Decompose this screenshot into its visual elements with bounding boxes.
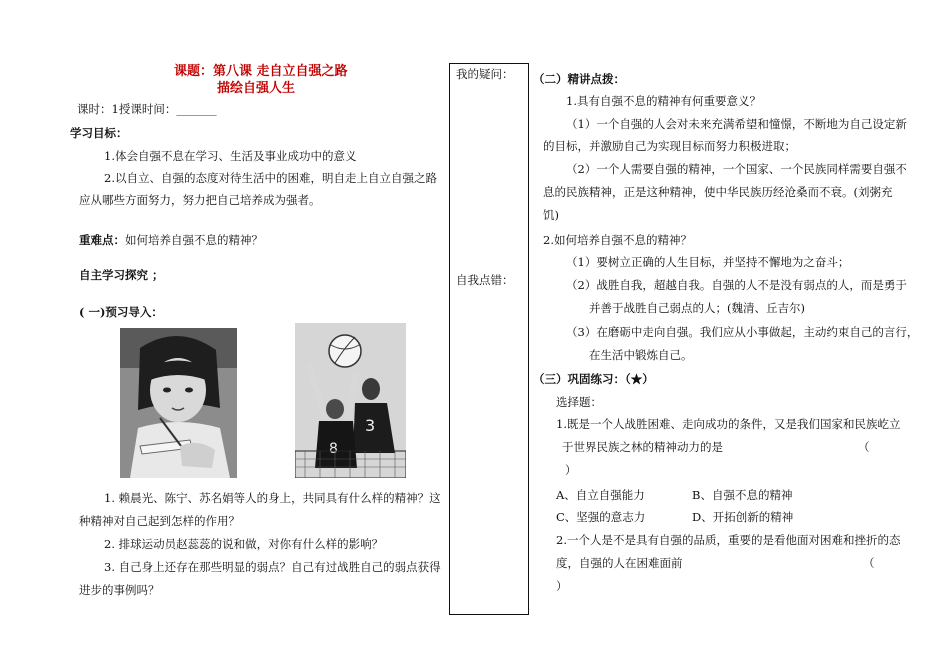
- point-2-3-line2: 在生活中锻炼自己。: [589, 348, 693, 362]
- point-2-3-line1: （3）在磨砺中走向自强。我们应从小事做起，主动约束自己的言行，: [566, 325, 919, 339]
- point-2-2-line1: （2）战胜自我，超越自我。自强的人不是没有弱点的人，而是勇于: [566, 278, 907, 292]
- exercise-2-paren-open: （: [863, 556, 875, 570]
- goal-1: 1.体会自强不息在学习、生活及事业成功中的意义: [104, 149, 357, 163]
- student-photo-image: [120, 328, 237, 478]
- exercise-2-line1: 2.一个人是不是具有自强的品质，重要的是看他面对困难和挫折的态: [556, 533, 901, 547]
- question-3-line2: 进步的事例吗？: [79, 583, 160, 597]
- notes-column: [449, 63, 529, 615]
- self-study-heading: 自主学习探究 ；: [79, 268, 164, 282]
- option-d: D、开拓创新的精神: [692, 510, 794, 524]
- student-photo: [120, 328, 237, 478]
- goal-2-line2: 应从哪些方面努力，努力把自己培养成为强者。: [79, 193, 321, 207]
- point-1-1-line2: 的目标，并激励自己为实现目标而努力积极进取；: [543, 139, 796, 153]
- point-1-1-line1: （1）一个自强的人会对未来充满希望和憧憬，不断地为自己设定新: [566, 117, 907, 131]
- point-2-1: （1）要树立正确的人生目标，并坚持不懈地为之奋斗；: [566, 255, 850, 269]
- point-1-2-line1: （2）一个人需要自强的精神，一个国家、一个民族同样需要自强不: [566, 162, 907, 176]
- question-1-line1: 1. 赖晨光、陈宁、苏名娟等人的身上，共同具有什么样的精神？这: [104, 491, 441, 505]
- question-1-line2: 种精神对自己起到怎样的作用？: [79, 514, 240, 528]
- svg-text:8: 8: [329, 441, 338, 457]
- key-points: [79, 232, 263, 248]
- point-1: 1.具有自强不息的精神有何重要意义？: [566, 94, 761, 108]
- point-1-2-line2: 息的民族精神，正是这种精神，使中华民族历经沧桑而不衰。(刘粥充: [543, 185, 893, 199]
- my-doubts-label: 我的疑问：: [456, 67, 514, 81]
- key-points-label: 重难点：: [79, 233, 125, 247]
- exercise-2-line2: 度，自强的人在困难面前: [556, 556, 683, 570]
- lesson-title: 课题：第八课 走自立自强之路: [174, 64, 348, 79]
- exercise-2-paren-close: ）: [556, 579, 568, 593]
- question-3-line1: 3. 自己身上还存在那些明显的弱点？自己有过战胜自己的弱点获得: [104, 560, 441, 574]
- point-2: 2.如何培养自强不息的精神？: [543, 233, 692, 247]
- self-check-label: 自我点错：: [456, 273, 514, 287]
- class-hours: 课时：1授课时间：_______: [77, 102, 217, 116]
- exercise-1-line1: 1.既是一个人战胜困难、走向成功的条件，又是我们国家和民族屹立: [556, 417, 901, 431]
- section-3-heading: （三）巩固练习：（★）: [533, 372, 654, 386]
- goals-heading: 学习目标：: [70, 126, 128, 140]
- question-2: 2. 排球运动员赵蕊蕊的说和做，对你有什么样的影响？: [104, 537, 384, 551]
- exercise-1-paren-close: ）: [565, 463, 577, 477]
- option-c: C、坚强的意志力: [556, 510, 646, 524]
- point-2-2-line2: 并善于战胜自己弱点的人；(魏清、丘吉尔): [589, 301, 805, 315]
- option-b: B、自强不息的精神: [692, 488, 793, 502]
- preview-heading: ( 一)预习导入：: [79, 305, 163, 319]
- exercise-1-paren-open: （: [858, 440, 870, 454]
- volleyball-photo-image: [295, 323, 406, 478]
- key-points-text: 如何培养自强不息的精神？: [125, 233, 263, 247]
- section-2-heading: （二）精讲点拨：: [533, 72, 625, 86]
- exercise-1-line2: 于世界民族之林的精神动力的是: [562, 440, 723, 454]
- volleyball-photo: [295, 323, 406, 478]
- option-a: A、自立自强能力: [556, 488, 645, 502]
- goal-2-line1: 2.以自立、自强的态度对待生活中的困难，明自走上自立自强之路: [104, 171, 437, 185]
- lesson-subtitle: 描绘自强人生: [217, 81, 296, 96]
- point-1-2-line3: 饥): [543, 208, 559, 222]
- choice-heading: 选择题：: [556, 395, 602, 409]
- svg-text:3: 3: [365, 416, 376, 435]
